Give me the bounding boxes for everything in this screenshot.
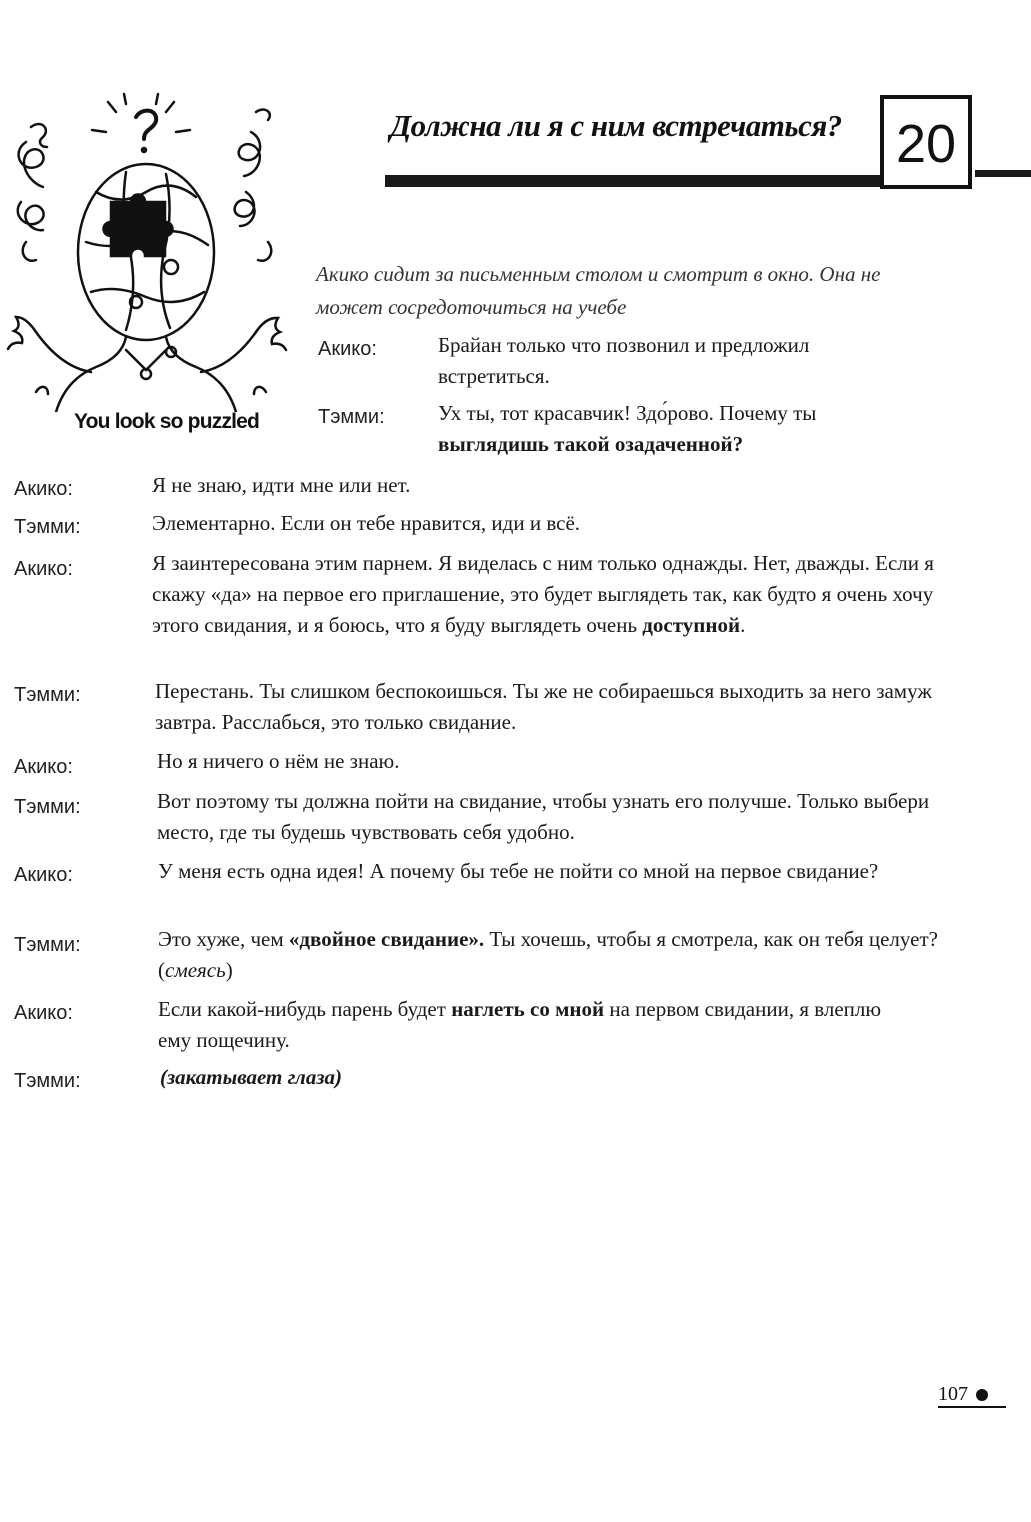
emphasized-phrase: наглеть со мной: [451, 997, 605, 1021]
line-text: ): [225, 958, 233, 982]
dialogue-line: [158, 994, 908, 1056]
dialogue-line: [157, 746, 937, 777]
line-text: Ух ты, тот красавчик! Здо́рово. Почему ты: [438, 401, 817, 425]
speaker-name: Акико:: [14, 1002, 73, 1024]
dialogue-line: [152, 470, 932, 501]
speaker-name: Акико:: [318, 338, 377, 360]
line-text: Ты хочешь, чтобы я смотрела, как он тебя целует? (: [158, 927, 938, 982]
dialogue-line: [438, 330, 908, 392]
page-number: 107: [938, 1383, 968, 1405]
speaker-name: Акико:: [14, 756, 73, 778]
speaker-name: Тэмми:: [14, 684, 81, 706]
line-text: .: [740, 613, 746, 637]
dialogue-line: [158, 924, 938, 986]
page-number-underline: [938, 1406, 1006, 1408]
speaker-name: Тэмми:: [14, 796, 81, 818]
chapter-number: 20: [895, 114, 957, 174]
line-text: Я заинтересована этим парнем. Я виделась с ним только однажды. Нет, дважды. Если я скажу «да» на первое его приглашение, это будет выглядеть так, как будто я очень хочу этого свидания, и я боюсь, что я буду выглядеть очень: [152, 551, 934, 637]
bullet-icon: [976, 1389, 988, 1401]
title-underline: [385, 175, 881, 187]
dialogue-line: [158, 856, 923, 887]
dialogue-line: [152, 548, 942, 641]
line-text: Я не знаю, идти мне или нет.: [152, 473, 411, 497]
puzzled-girl-illustration: [6, 92, 306, 412]
dialogue-line: [155, 676, 945, 738]
chapter-number-box: [880, 95, 972, 189]
line-text: Элементарно. Если он тебе нравится, иди и всё.: [152, 511, 581, 535]
dialogue-line: [157, 786, 937, 848]
line-text: смеясь: [165, 958, 226, 982]
speaker-name: Акико:: [14, 864, 73, 886]
emphasized-phrase: выглядишь такой озадаченной?: [438, 432, 744, 456]
speaker-name: Акико:: [14, 558, 73, 580]
speaker-name: Тэмми:: [14, 1070, 81, 1092]
speaker-name: Акико:: [14, 478, 73, 500]
line-text: Если какой-нибудь парень будет: [158, 997, 452, 1021]
line-text: У меня есть одна идея! А почему бы тебе не пойти со мной на первое свидание?: [158, 859, 879, 883]
chapter-title: Должна ли я с ним встречаться?: [390, 108, 842, 143]
dialogue-line: [160, 1062, 940, 1093]
dialogue-line: [152, 508, 932, 539]
line-text: Но я ничего о нём не знаю.: [157, 749, 400, 773]
line-text: Перестань. Ты слишком беспокоишься. Ты же не собираешься выходить за него замуж завтра. Расслабься, это только свидание.: [155, 679, 932, 734]
speaker-name: Тэмми:: [14, 934, 81, 956]
speaker-name: Тэмми:: [318, 406, 385, 428]
line-text: на первом свидании, я влеплю ему пощечину.: [158, 997, 882, 1052]
emphasized-phrase: «двойное свидание».: [288, 927, 485, 951]
line-text: Вот поэтому ты должна пойти на свидание, чтобы узнать его получше. Только выбери место, где ты будешь чувствовать себя удобно.: [157, 789, 930, 844]
title-underline-right: [975, 170, 1031, 177]
emphasized-phrase: (закатывает глаза): [160, 1065, 343, 1089]
scene-intro: Акико сидит за письменным столом и смотрит в окно. Она не может сосредоточиться на учебе: [316, 262, 881, 319]
illustration-caption: You look so puzzled: [74, 410, 260, 433]
line-text: Это хуже, чем: [158, 927, 289, 951]
dialogue-line: [438, 398, 923, 460]
emphasized-phrase: доступной: [642, 613, 741, 637]
speaker-name: Тэмми:: [14, 516, 81, 538]
line-text: Брайан только что позвонил и предложил встретиться.: [438, 333, 810, 388]
